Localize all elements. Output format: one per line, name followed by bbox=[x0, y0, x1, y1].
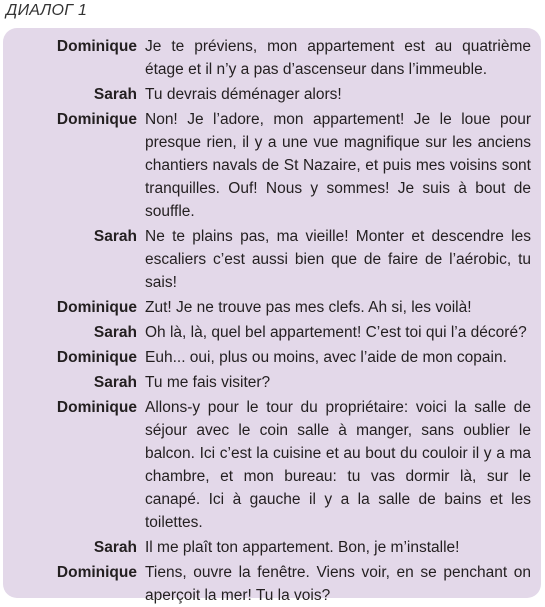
dialogue-turn bbox=[3, 35, 531, 81]
speaker-name: Dominique bbox=[56, 299, 137, 316]
speaker-name: Sarah bbox=[93, 539, 137, 556]
dialogue-line: Allons-y pour le tour du propriétaire: voici la salle de séjour avec le coin salle à manger, sans oublier le balcon. Ici c’est la cuisine et au bout du couloir il y a ma chambre, et mon bureau: tu vas dormir là, sur le canapé. Ici à gauche il y a la salle de bains et les toilettes. bbox=[145, 399, 531, 531]
speaker-name: Dominique bbox=[56, 564, 137, 581]
speaker-name: Sarah bbox=[93, 228, 137, 245]
dialogue-turn bbox=[3, 371, 531, 394]
dialogue-turn bbox=[3, 396, 531, 534]
dialogue-turn bbox=[3, 83, 531, 106]
dialogue-line: Oh là, là, quel bel appartement! C’est toi qui l’a décoré? bbox=[145, 324, 527, 341]
dialogue-line: Zut! Je ne trouve pas mes clefs. Ah si, les voilà! bbox=[145, 299, 472, 316]
dialogue-turn bbox=[3, 536, 531, 559]
dialogue-line: Non! Je l’adore, mon appartement! Je le loue pour presque rien, il y a une vue magnifique sur les anciens chantiers navals de St Nazaire, et puis mes voisins sont tranquilles. Ouf! Nous y sommes! Je suis à bout de souffle. bbox=[145, 111, 531, 220]
dialogue-turn bbox=[3, 225, 531, 294]
dialogue-line: Je te préviens, mon appartement est au quatrième étage et il n’y a pas d’ascenseur dans l’immeuble. bbox=[145, 38, 531, 78]
dialogue-line: Tu me fais visiter? bbox=[145, 374, 271, 391]
speaker-name: Sarah bbox=[93, 324, 137, 341]
speaker-name: Dominique bbox=[56, 111, 137, 128]
dialogue-turn bbox=[3, 561, 531, 607]
speaker-name: Sarah bbox=[93, 374, 137, 391]
speaker-name: Dominique bbox=[56, 38, 137, 55]
speaker-name: Sarah bbox=[93, 86, 137, 103]
dialogue-line: Ne te plains pas, ma vieille! Monter et descendre les escaliers c’est aussi bien que de faire de l’aérobic, tu sais! bbox=[145, 228, 531, 291]
dialogue-line: Tiens, ouvre la fenêtre. Viens voir, en se penchant on aperçoit la mer! Tu la vois? bbox=[145, 564, 531, 604]
dialogue-turn bbox=[3, 296, 531, 319]
dialogue-box bbox=[3, 28, 541, 604]
dialog-title: ДИАЛОГ 1 bbox=[6, 2, 88, 19]
speaker-name: Dominique bbox=[56, 399, 137, 416]
dialogue-turn bbox=[3, 108, 531, 223]
dialogue-turn bbox=[3, 346, 531, 369]
speaker-name: Dominique bbox=[56, 349, 137, 366]
dialogue-line: Euh... oui, plus ou moins, avec l’aide de mon copain. bbox=[145, 349, 507, 366]
dialogue-line: Tu devrais déménager alors! bbox=[145, 86, 342, 103]
dialogue-turn bbox=[3, 321, 531, 344]
dialogue-line: Il me plaît ton appartement. Bon, je m’installe! bbox=[145, 539, 460, 556]
